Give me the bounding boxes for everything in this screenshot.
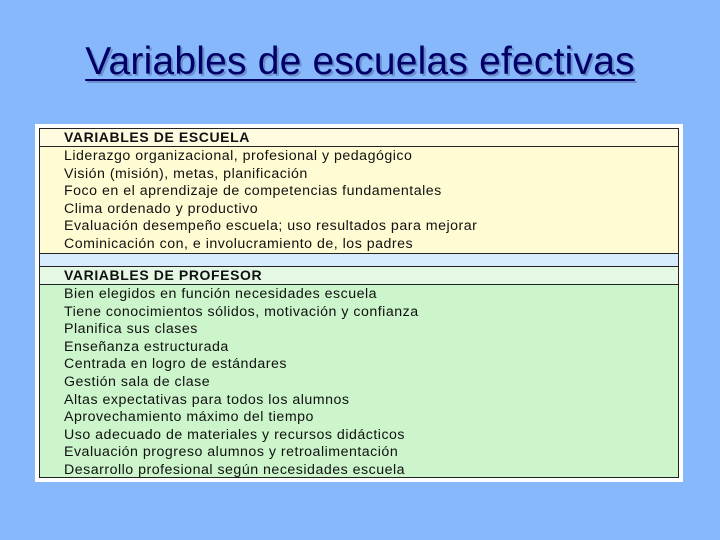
- list-item: Uso adecuado de materiales y recursos didácticos: [64, 426, 406, 443]
- list-item: Evaluación progreso alumnos y retroalimentación: [64, 444, 399, 461]
- profesor-header: VARIABLES DE PROFESOR: [40, 267, 678, 285]
- list-item: Foco en el aprendizaje de competencias fundamentales: [64, 183, 442, 200]
- list-item: Visión (misión), metas, planificación: [64, 165, 308, 182]
- escuela-section: [40, 129, 678, 253]
- profesor-section: [40, 267, 678, 477]
- list-item: Evaluación desempeño escuela; uso resultados para mejorar: [64, 218, 478, 235]
- list-item: Tiene conocimientos sólidos, motivación y confianza: [64, 303, 419, 320]
- list-item: Liderazgo organizacional, profesional y pedagógico: [64, 148, 413, 164]
- variables-table: [39, 128, 679, 478]
- list-item: Desarrollo profesional según necesidades escuela: [64, 461, 406, 478]
- list-item: Aprovechamiento máximo del tiempo: [64, 409, 314, 426]
- slide-title: Variables de escuelas efectivas: [85, 40, 635, 83]
- list-item: Planifica sus clases: [64, 321, 198, 338]
- list-item: Cominicación con, e involucramiento de, los padres: [64, 235, 414, 252]
- profesor-list: [40, 285, 678, 477]
- list-item: Clima ordenado y productivo: [64, 200, 259, 217]
- list-item: Centrada en logro de estándares: [64, 356, 287, 373]
- escuela-list: [40, 147, 678, 253]
- variables-table-image: [35, 124, 683, 482]
- list-item: Gestión sala de clase: [64, 373, 211, 390]
- escuela-header: VARIABLES DE ESCUELA: [40, 129, 678, 147]
- section-divider: [40, 253, 678, 267]
- list-item: Enseñanza estructurada: [64, 338, 229, 355]
- list-item: Bien elegidos en función necesidades escuela: [64, 286, 378, 302]
- list-item: Altas expectativas para todos los alumnos: [64, 391, 350, 408]
